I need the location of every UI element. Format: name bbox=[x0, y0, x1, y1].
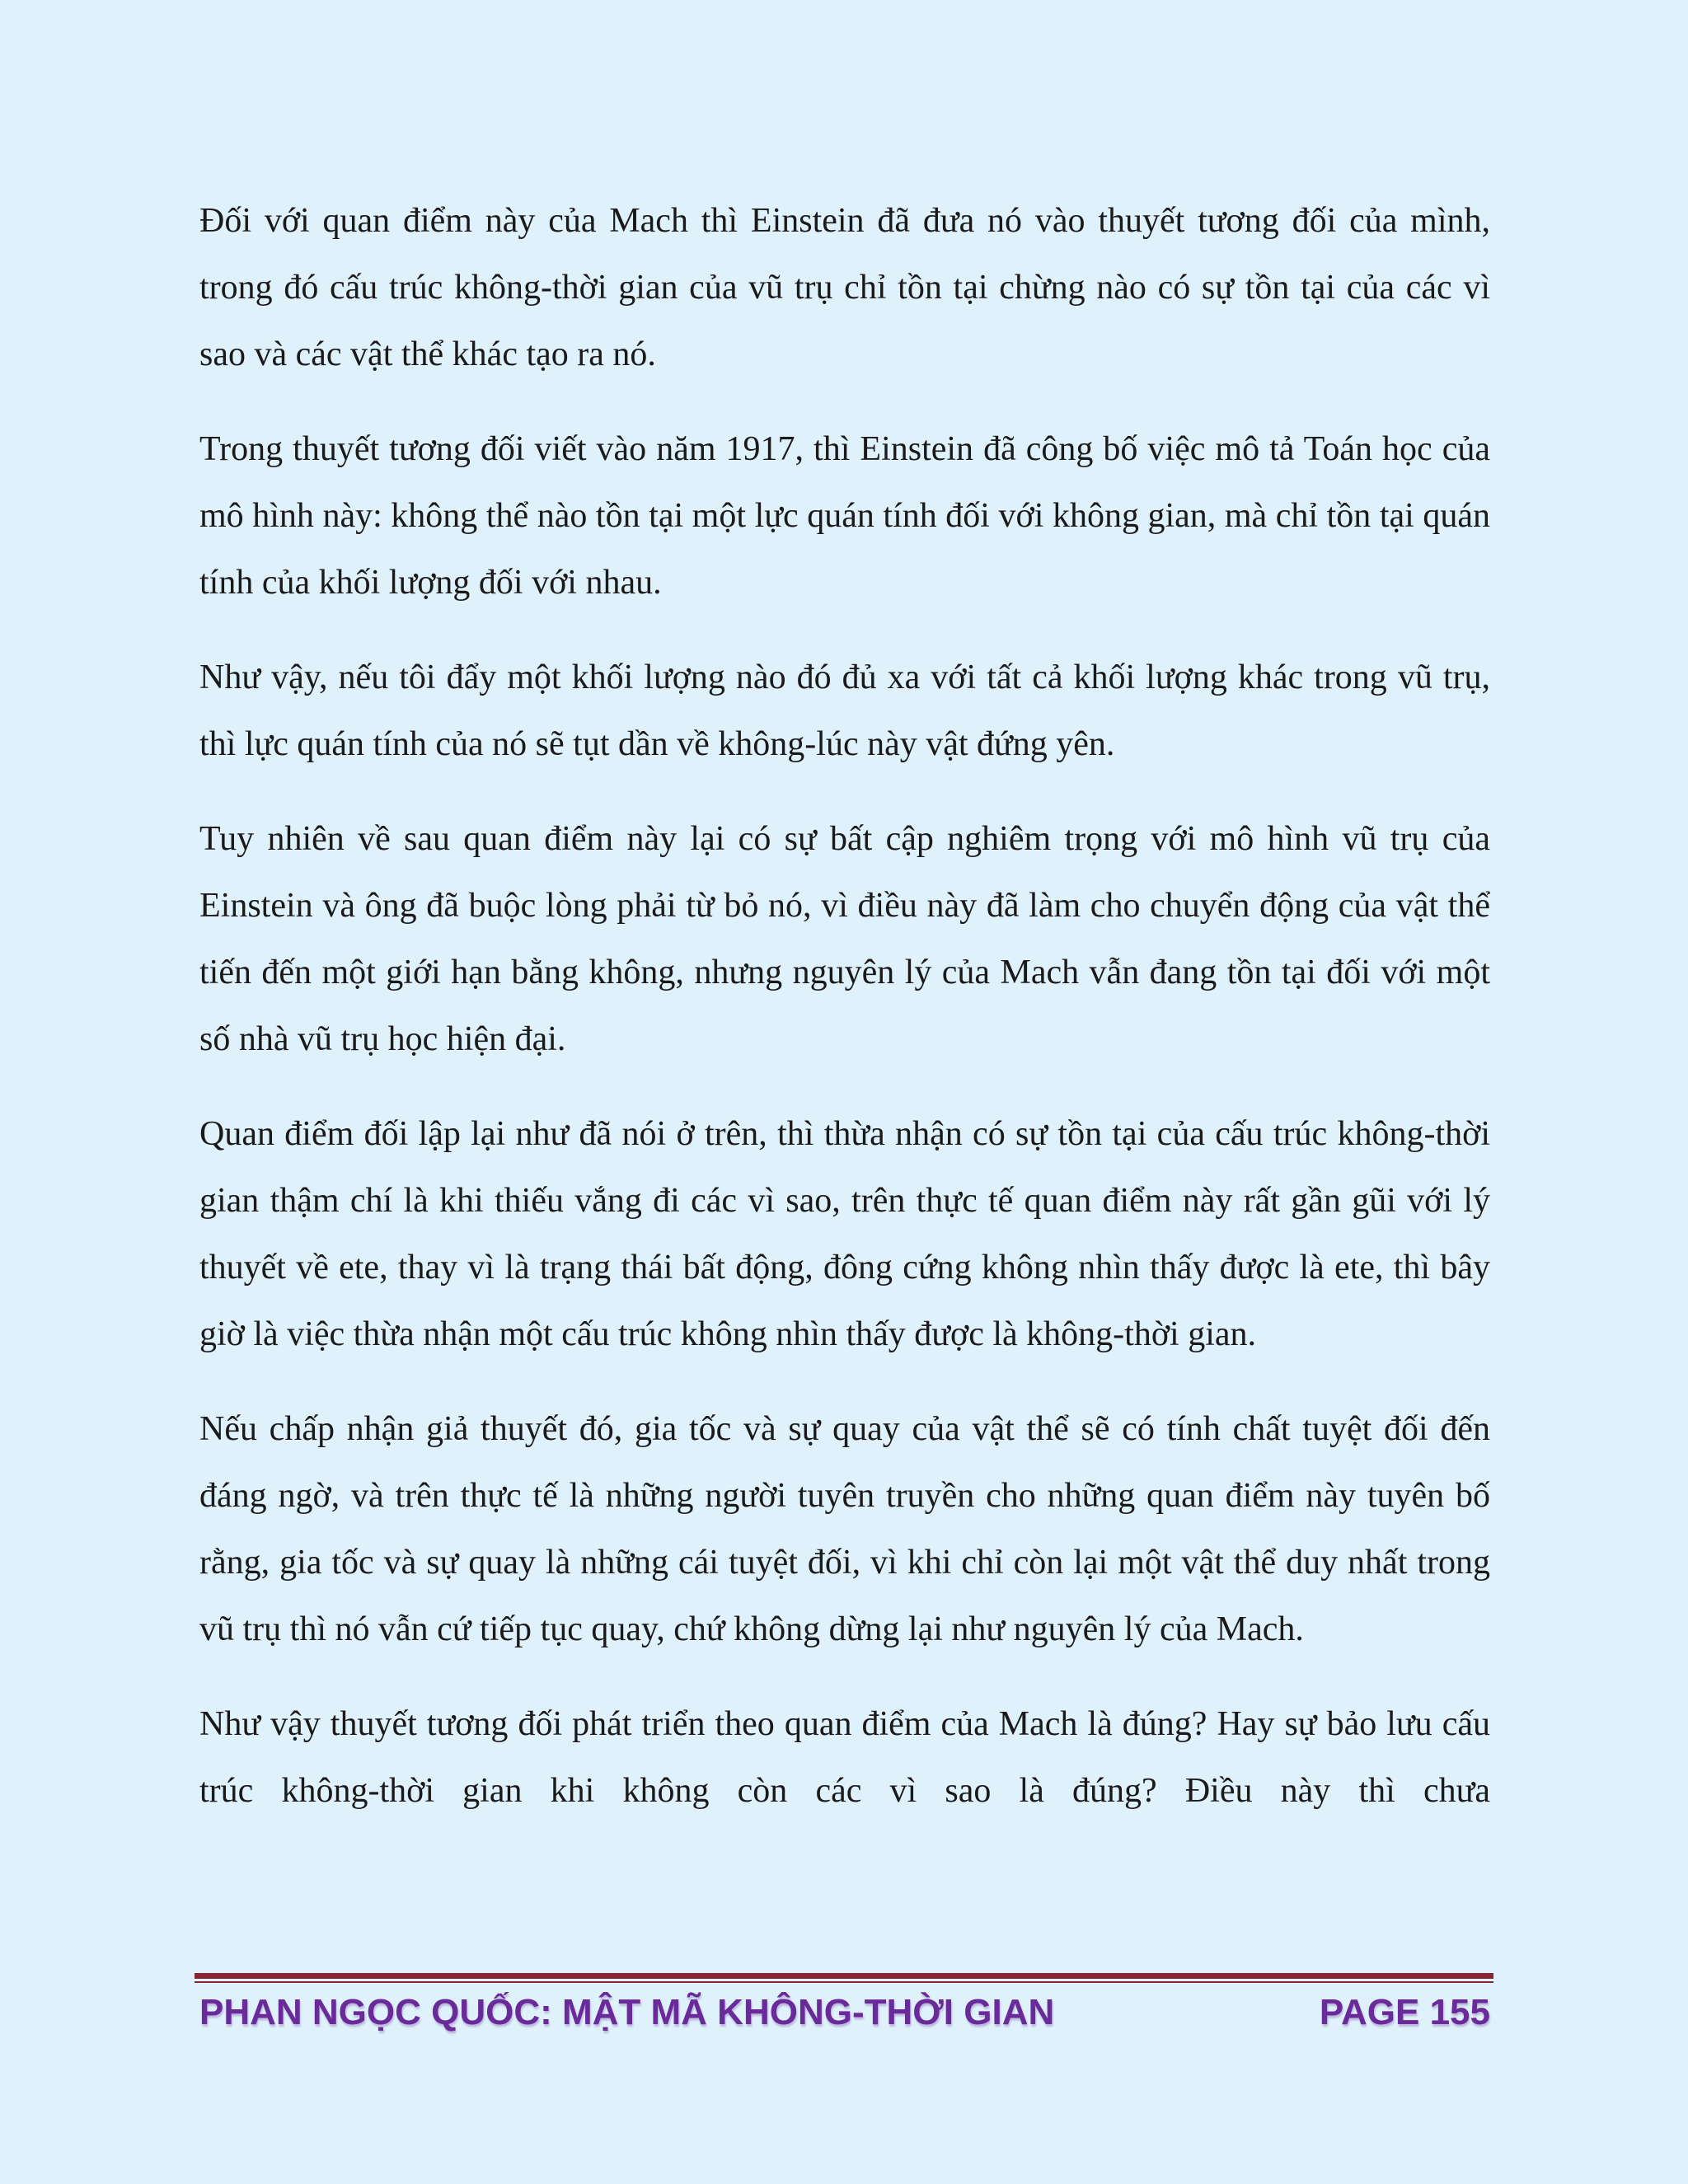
page-footer bbox=[199, 1988, 1490, 2037]
paragraph-5: Quan điểm đối lập lại như đã nói ở trên, thì thừa nhận có sự tồn tại của cấu trúc không-thời gian thậm chí là khi thiếu vắng đi các vì sao, trên thực tế quan điểm này rất gần gũi với lý thuyết về ete, thay vì là trạng thái bất động, đông cứng không nhìn thấy được là ete, thì bây giờ là việc thừa nhận một cấu trúc không nhìn thấy được là không-thời gian. bbox=[199, 1115, 1490, 1353]
paragraph-2: Trong thuyết tương đối viết vào năm 1917, thì Einstein đã công bố việc mô tả Toán học của mô hình này: không thể nào tồn tại một lực quán tính đối với không gian, mà chỉ tồn tại quán tính của khối lượng đối với nhau. bbox=[199, 430, 1490, 602]
paragraph-4: Tuy nhiên về sau quan điểm này lại có sự bất cập nghiêm trọng với mô hình vũ trụ của Einstein và ông đã buộc lòng phải từ bỏ nó, vì điều này đã làm cho chuyển động của vật thể tiến đến một giới hạn bằng không, nhưng nguyên lý của Mach vẫn đang tồn tại đối với một số nhà vũ trụ học hiện đại. bbox=[199, 820, 1490, 1058]
page-number: PAGE 155 bbox=[1319, 1992, 1490, 2032]
paragraph-7: Như vậy thuyết tương đối phát triển theo quan điểm của Mach là đúng? Hay sự bảo lưu cấu trúc không-thời gian khi không còn các vì sao là đúng? Điều này thì chưa bbox=[199, 1705, 1490, 1810]
paragraph-6: Nếu chấp nhận giả thuyết đó, gia tốc và sự quay của vật thể sẽ có tính chất tuyệt đối đến đáng ngờ, và trên thực tế là những người tuyên truyền cho những quan điểm này tuyên bố rằng, gia tốc và sự quay là những cái tuyệt đối, vì khi chỉ còn lại một vật thể duy nhất trong vũ trụ thì nó vẫn cứ tiếp tục quay, chứ không dừng lại như nguyên lý của Mach. bbox=[199, 1410, 1490, 1648]
footer-title: PHAN NGỌC QUỐC: MẬT MÃ KHÔNG-THỜI GIAN bbox=[199, 1992, 1055, 2032]
paragraph-3: Như vậy, nếu tôi đẩy một khối lượng nào đó đủ xa với tất cả khối lượng khác trong vũ trụ, thì lực quán tính của nó sẽ tụt dần về không-lúc này vật đứng yên. bbox=[199, 658, 1490, 763]
body-text bbox=[199, 188, 1490, 1853]
paragraph-1: Đối với quan điểm này của Mach thì Einstein đã đưa nó vào thuyết tương đối của mình, trong đó cấu trúc không-thời gian của vũ trụ chỉ tồn tại chừng nào có sự tồn tại của các vì sao và các vật thể khác tạo ra nó. bbox=[199, 202, 1490, 373]
